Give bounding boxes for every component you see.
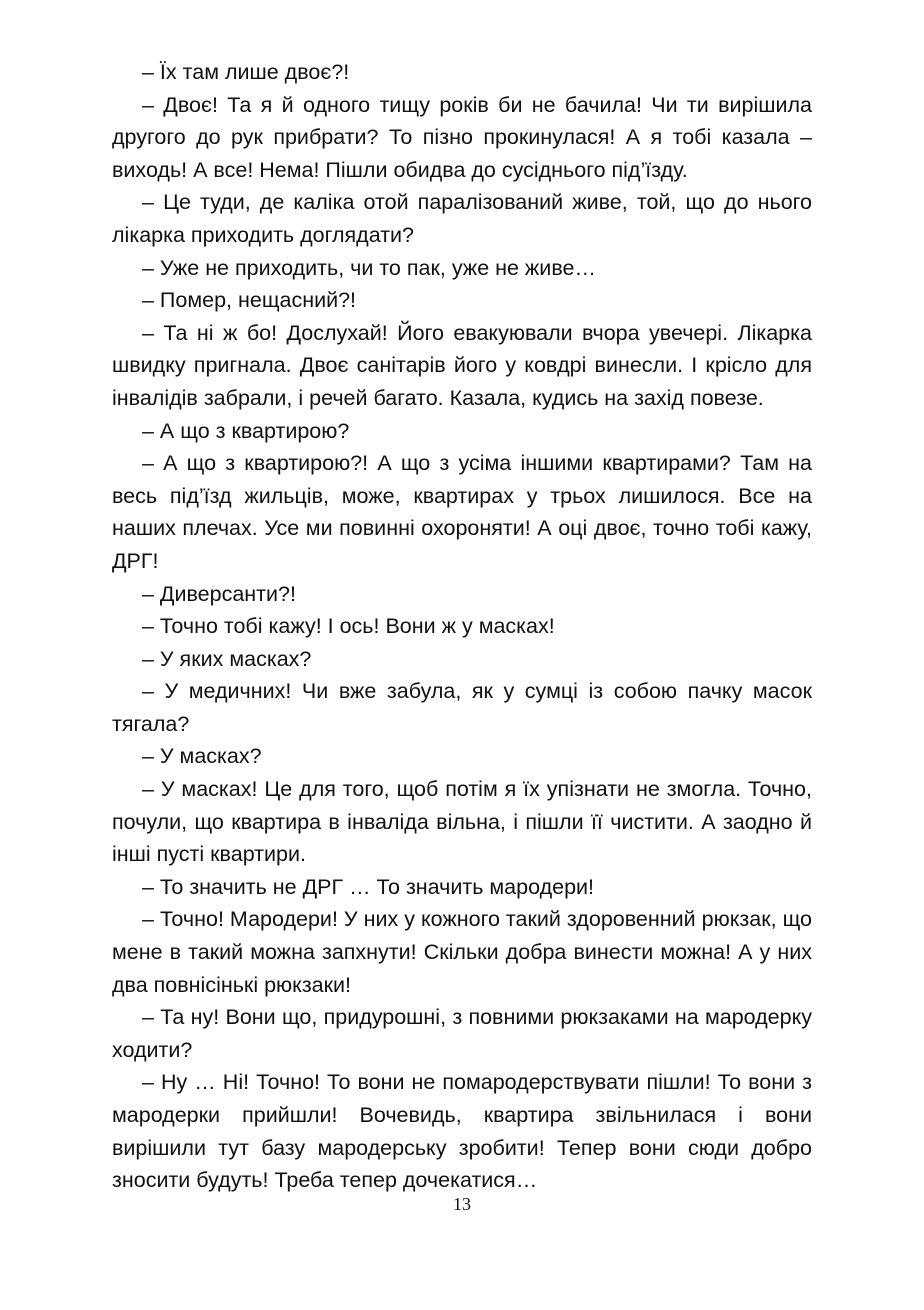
dialogue-line: – У медичних! Чи вже забула, як у сумці із собою пачку масок тягала?: [112, 679, 812, 736]
dialogue-line: – Помер, нещасний?!: [142, 288, 357, 313]
dialogue-line: – Ну … Ні! Точно! То вони не помародерствувати пішли! То вони з мародерки прийшли! Вочевидь, квартира звільнилася і вони вирішили тут базу мародерську зробити! Тепер вони сюди добро зносити будуть! Треба тепер дочекатися…: [112, 1070, 812, 1193]
dialogue-line: – Точно тобі кажу! І ось! Вони ж у масках!: [142, 614, 555, 639]
dialogue-line: – Та ну! Вони що, придурошні, з повними рюкзаками на мародерку ходити?: [112, 1005, 812, 1062]
dialogue-line: – То значить не ДРГ … То значить мародери!: [142, 874, 595, 899]
dialogue-line: – А що з квартирою?! А що з усіма іншими квартирами? Там на весь під’їзд жильців, може, квартирах у трьох лишилося. Все на наших плечах. Усе ми повинні охороняти! А оці двоє, точно тобі кажу, ДРГ!: [112, 451, 812, 573]
page-number: 13: [453, 1194, 471, 1214]
dialogue-line: – А що з квартирою?: [142, 418, 350, 443]
dialogue-line: – Точно! Мародери! У них у кожного такий здоровенний рюкзак, що мене в такий можна запхнути! Скільки добра винести можна! А у них два повнісінькі рюкзаки!: [112, 907, 812, 997]
dialogue-line: – Двоє! Та я й одного тищу років би не бачила! Чи ти вирішила другого до рук прибрати? То пізно прокинулася! А я тобі казала – виходь! А все! Нема! Пішли обидва до сусіднього під’їзду.: [112, 92, 812, 182]
dialogue-line: – Це туди, де каліка отой паралізований живе, той, що до нього лікарка приходить доглядати?: [112, 190, 812, 247]
dialogue-line: – У масках?: [142, 744, 262, 769]
dialogue-line: – Уже не приходить, чи то пак, уже не живе…: [142, 255, 596, 280]
dialogue-line: – Та ні ж бо! Дослухай! Його евакуювали вчора увечері. Лікарка швидку пригнала. Двоє санітарів його у ковдрі винесли. І крісло для інвалідів забрали, і речей багато. Казала, кудись на захід повезе.: [112, 320, 812, 410]
page-body: [112, 56, 812, 1197]
dialogue-line: – Диверсанти?!: [142, 581, 296, 606]
dialogue-line: – Їх там лише двоє?!: [142, 60, 350, 84]
dialogue-line: – У яких масках?: [142, 646, 312, 671]
dialogue-line: – У масках! Це для того, щоб потім я їх упізнати не змогла. Точно, почули, що квартира в інваліда вільна, і пішли її чистити. А заодно й інші пусті квартири.: [112, 777, 812, 867]
